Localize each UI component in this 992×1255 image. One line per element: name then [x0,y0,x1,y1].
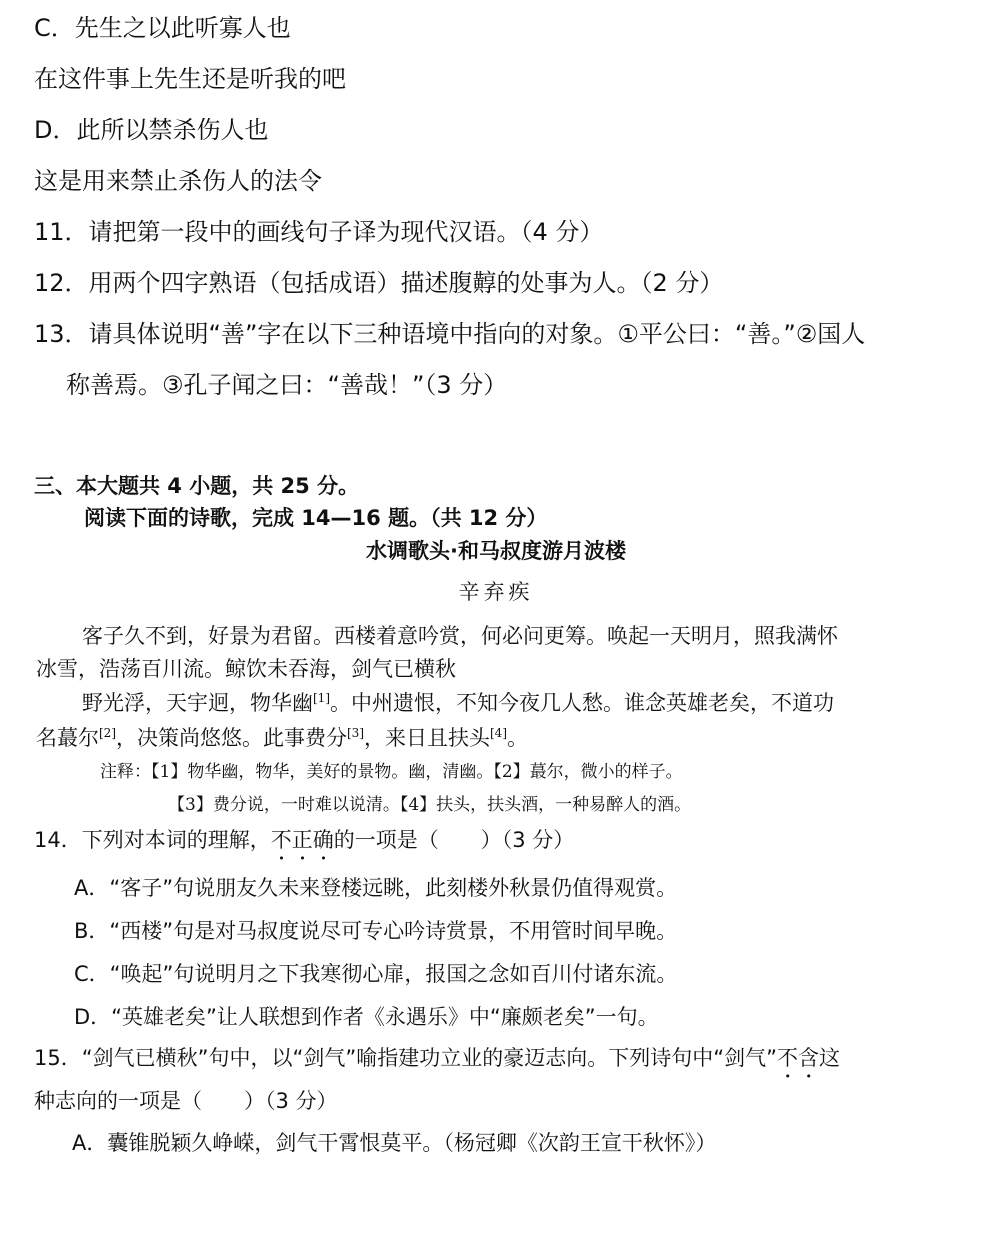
q10-option-c-translation: 在这件事上先生还是听我的吧 [34,65,346,93]
question-12: 12．用两个四字熟语（包括成语）描述腹䵍的处事为人。（2 分） [34,269,724,297]
q10-option-d: D．此所以禁杀伤人也 [34,116,269,144]
question-14-option-b: B．“西楼”句是对马叔度说尽可专心吟诗赏景，不用管时间早晚。 [74,919,678,943]
question-14-option-a: A．“客子”句说朋友久未来登楼远眺，此刻楼外秋景仍值得观赏。 [74,876,678,900]
question-14-option-d: D．“英雄老矣”让人联想到作者《永遇乐》中“廉颇老矣”一句。 [74,1005,659,1029]
poem-author: 辛弃疾 [458,580,534,604]
footnote-ref-2: [2] [99,726,116,740]
question-14-stem: 14．下列对本词的理解，不正确的一项是（ ）（3 分） [34,828,575,852]
q10-option-d-translation: 这是用来禁止杀伤人的法令 [34,167,322,195]
question-15-option-a: A．囊锥脱颖久峥嵘，剑气干霄恨莫平。（杨冠卿《次韵王宣干秋怀》） [72,1131,717,1155]
footnote-ref-3: [3] [347,726,364,740]
footnote-ref-1: [1] [313,691,330,705]
poem-title: 水调歌头·和马叔度游月波楼 [366,539,626,563]
question-14-option-c: C．“唤起”句说明月之下我寒彻心扉，报国之念如百川付诸东流。 [74,962,678,986]
poem-notes-line1: 注释：【1】物华幽，物华，美好的景物。幽，清幽。【2】蕞尔，微小的样子。 [100,762,683,782]
poem-stanza1-line1: 客子久不到，好景为君留。西楼着意吟赏，何必问更筹。唤起一天明月，照我满怀 [82,624,838,648]
question-13-line1: 13．请具体说明“善”字在以下三种语境中指向的对象。①平公曰：“善。”②国人 [34,320,866,348]
question-13-line2: 称善焉。③孔子闻之曰：“善哉！”（3 分） [66,371,508,399]
poem-stanza2-line2: 名蕞尔[2]，决策尚悠悠。此事费分[3]，来日且扶头[4]。 [36,726,528,750]
poem-stanza1-line2: 冰雪，浩荡百川流。鲸饮未吞海，剑气已横秋 [36,657,456,681]
emphasis-not-contain: 不含 [777,1046,819,1070]
section-3-heading: 三、本大题共 4 小题，共 25 分。 [34,474,360,498]
section-3-instruction: 阅读下面的诗歌，完成 14—16 题。（共 12 分） [84,506,548,530]
q10-option-c: C．先生之以此听寡人也 [34,14,291,42]
poem-stanza2-line1: 野光浮，天宇迥，物华幽[1]。中州遗恨，不知今夜几人愁。谁念英雄老矣，不道功 [82,691,834,715]
question-15-line2: 种志向的一项是（ ）（3 分） [34,1089,338,1113]
emphasis-not-correct: 不正确 [270,828,334,852]
footnote-ref-4: [4] [490,726,507,740]
question-11: 11．请把第一段中的画线句子译为现代汉语。（4 分） [34,218,604,246]
poem-notes-line2: 【3】费分说，一时难以说清。【4】扶头，扶头酒，一种易醉人的酒。 [168,795,692,815]
question-15-line1: 15．“剑气已横秋”句中，以“剑气”喻指建功立业的豪迈志向。下列诗句中“剑气”不含这 [34,1046,840,1070]
